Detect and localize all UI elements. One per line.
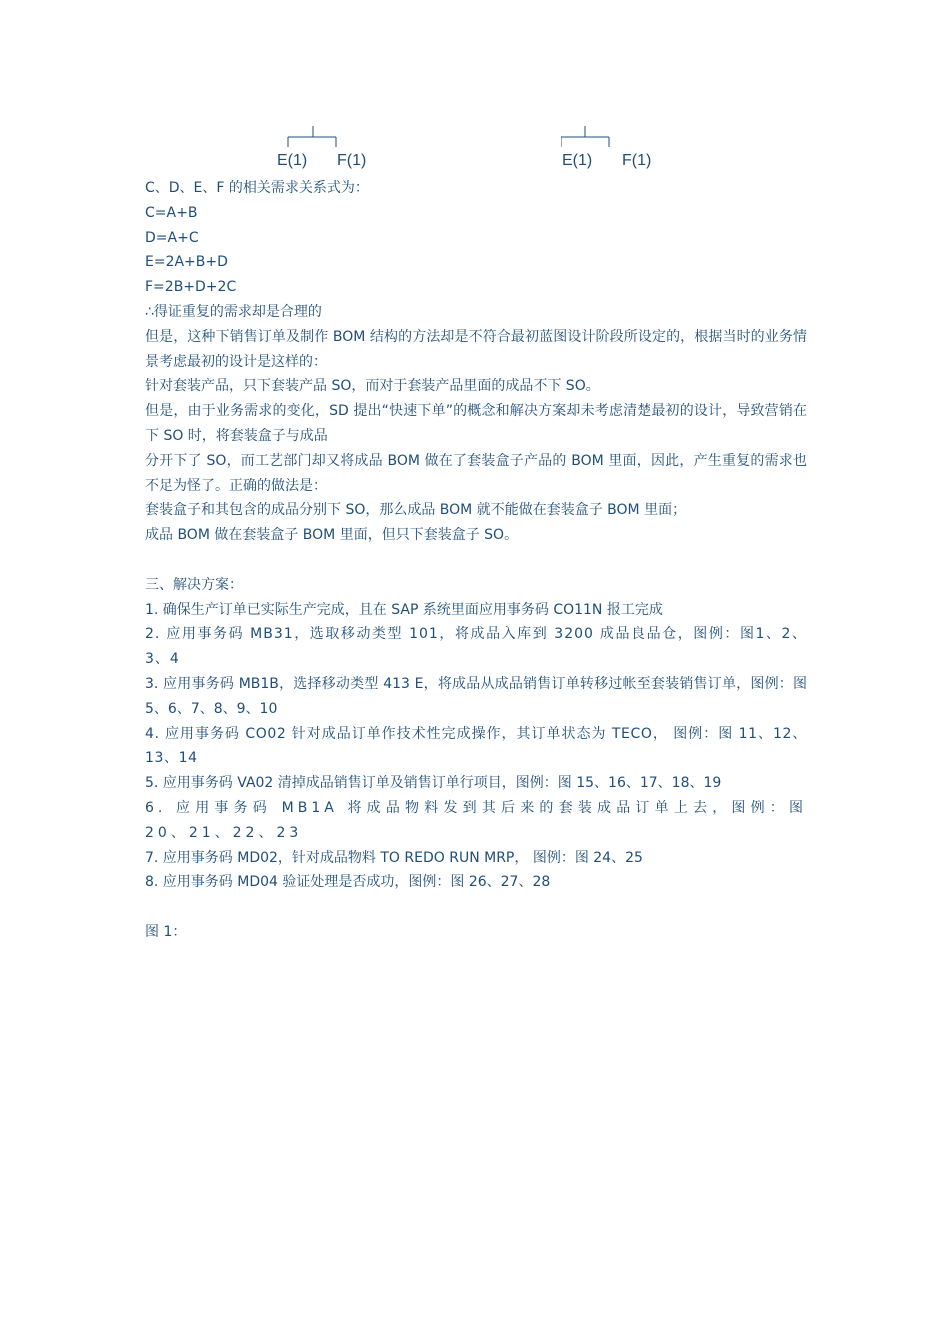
solution-step-2: 2. 应用事务码 MB31，选取移动类型 101，将成品入库到 3200 成品良品仓，图例：图1、2、3、4 (145, 626, 807, 668)
formula-f: F=2B+D+2C (145, 279, 237, 296)
blank-line (145, 895, 807, 920)
paragraph-conclusion: ∴得证重复的需求却是合理的 (145, 303, 322, 320)
solution-step-3: 3. 应用事务码 MB1B，选择移动类型 413 E，将成品从成品销售订单转移过帐至套装销售订单，图例：图 5、6、7、8、9、10 (145, 675, 807, 717)
solution-step-4: 4. 应用事务码 CO02 针对成品订单作技术性完成操作，其订单状态为 TECO， 图例：图 11、12、13、14 (145, 725, 807, 767)
document-body (145, 176, 807, 945)
paragraph-change: 但是，由于业务需求的变化，SD 提出“快速下单”的概念和解决方案却未考虑清楚最初的设计，导致营销在下 SO 时，将套装盒子与成品 (145, 403, 807, 444)
formula-c: C=A+B (145, 204, 198, 221)
paragraph-duplicate-cause: 分开下了 SO，而工艺部门却又将成品 BOM 做在了套装盒子产品的 BOM 里面，因此，产生重复的需求也不足为怪了。正确的做法是： (145, 452, 807, 494)
paragraph-correct-option-1: 套装盒子和其包含的成品分别下 SO，那么成品 BOM 就不能做在套装盒子 BOM 里面； (145, 502, 687, 519)
bom-tree-fragment-right (561, 126, 671, 176)
solution-step-1: 1. 确保生产订单已实际生产完成，且在 SAP 系统里面应用事务码 CO11N 报工完成 (145, 601, 663, 618)
formula-e: E=2A+B+D (145, 254, 228, 271)
tree-connector-lines (561, 126, 631, 150)
tree-node-f: F(1) (622, 152, 652, 169)
solution-step-5: 5. 应用事务码 VA02 清掉成品销售订单及销售订单行项目，图例：图 15、16、17、18、19 (145, 775, 722, 792)
tree-node-e: E(1) (562, 152, 593, 169)
paragraph-original-design: 针对套装产品，只下套装产品 SO，而对于套装产品里面的成品不下 SO。 (145, 378, 600, 395)
solution-step-7: 7. 应用事务码 MD02，针对成品物料 TO REDO RUN MRP， 图例：图 24、25 (145, 849, 643, 866)
solution-step-6: 6. 应用事务码 MB1A 将成品物料发到其后来的套装成品订单上去，图例：图 20、21、22、23 (145, 799, 807, 841)
tree-node-e: E(1) (277, 152, 308, 169)
paragraph-however: 但是，这种下销售订单及制作 BOM 结构的方法却是不符合最初蓝图设计阶段所设定的，根据当时的业务情景考虑最初的设计是这样的： (145, 328, 807, 370)
paragraph-correct-option-2: 成品 BOM 做在套装盒子 BOM 里面，但只下套装盒子 SO。 (145, 527, 519, 544)
paragraph-relation-intro: C、D、E、F 的相关需求关系式为： (145, 180, 369, 196)
bom-tree-fragment-left (277, 126, 387, 176)
figure-label: 图 1： (145, 923, 187, 940)
section-heading-solution: 三、解决方案： (145, 576, 243, 593)
formula-d: D=A+C (145, 229, 199, 246)
solution-step-8: 8. 应用事务码 MD04 验证处理是否成功，图例：图 26、27、28 (145, 874, 551, 891)
blank-line (145, 548, 807, 573)
tree-node-f: F(1) (337, 152, 367, 169)
tree-connector-lines (277, 126, 347, 150)
